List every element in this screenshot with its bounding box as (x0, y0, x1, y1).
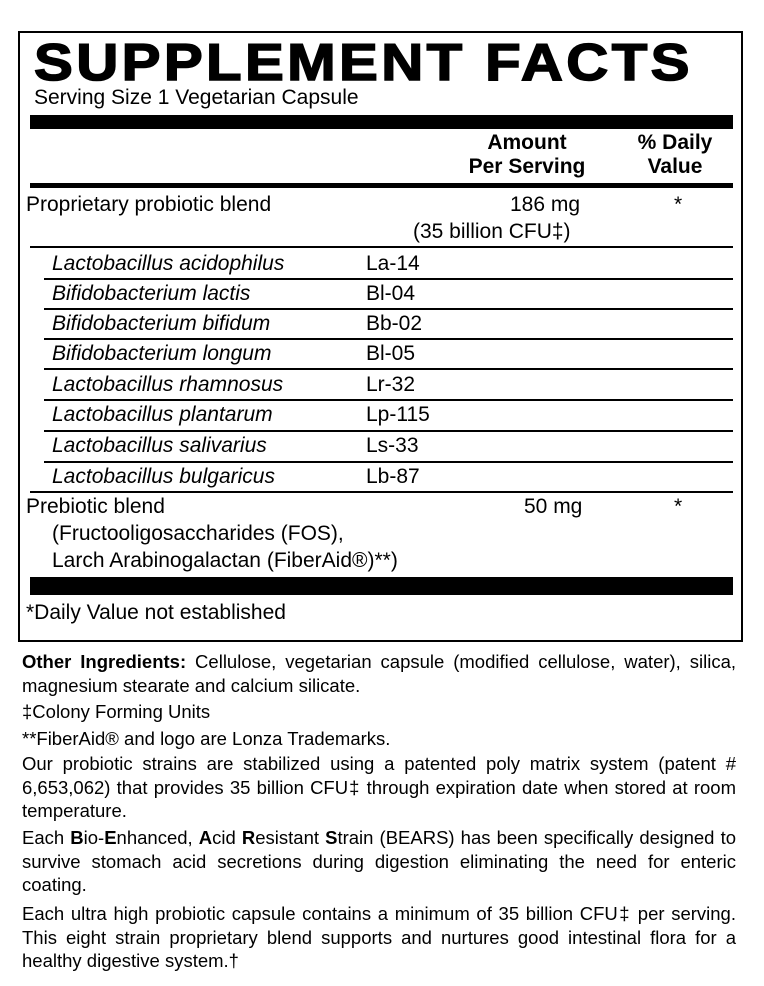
prebiotic-blend-fos: (Fructooligosaccharides (FOS), (52, 522, 344, 545)
trademark-note: **FiberAid® and logo are Lonza Trademarks. (22, 728, 391, 749)
bears-text: train (BEARS) has been specifically designed to survive stomach acid secretions during digestion eliminating the need for enteric coating. (22, 827, 736, 895)
row-divider (30, 491, 733, 493)
bears-text: cid (212, 827, 242, 848)
header-rule (30, 183, 733, 188)
row-divider (44, 338, 733, 340)
strain-code: Bl-04 (366, 282, 416, 305)
strain-name: Bifidobacterium lactis (52, 282, 251, 305)
strain-code: Bl-05 (366, 342, 416, 365)
strain-code: Lp-115 (366, 403, 430, 426)
other-ingredients (22, 650, 736, 697)
strain-name: Lactobacillus salivarius (52, 434, 267, 457)
proprietary-blend-dv: * (674, 193, 683, 216)
bears-initial: R (241, 827, 256, 848)
strain-name: Lactobacillus bulgaricus (52, 465, 275, 488)
proprietary-blend-cfu: (35 billion CFU‡) (413, 220, 571, 243)
row-divider (30, 246, 733, 248)
row-divider (44, 368, 733, 370)
bears-text: nhanced, (116, 827, 199, 848)
ultra-high-paragraph: Each ultra high probiotic capsule contains a minimum of 35 billion CFU‡ per serving. This eight strain proprietary blend supports and nurtures good intestinal flora for a healthy digestive system.† (22, 903, 736, 971)
bears-text: io- (83, 827, 105, 848)
strain-code: Bb-02 (366, 312, 423, 335)
row-divider (44, 430, 733, 432)
bears-initial: S (325, 827, 338, 848)
prebiotic-blend-amount: 50 mg (524, 495, 583, 518)
prebiotic-blend-larch: Larch Arabinogalactan (FiberAid®)**) (52, 549, 398, 572)
daily-value-footnote: *Daily Value not established (26, 601, 286, 624)
strain-code: Ls-33 (366, 434, 419, 457)
daily-value-header: % Daily Value (637, 131, 713, 178)
prebiotic-blend-name: Prebiotic blend (26, 495, 165, 518)
strain-name: Bifidobacterium bifidum (52, 312, 271, 335)
cfu-note: ‡Colony Forming Units (22, 701, 211, 722)
prebiotic-blend-dv: * (674, 495, 683, 518)
row-divider (44, 308, 733, 310)
bears-initial: A (198, 827, 213, 848)
serving-size: Serving Size 1 Vegetarian Capsule (34, 86, 359, 109)
proprietary-blend-name: Proprietary probiotic blend (26, 193, 272, 216)
strain-name: Lactobacillus plantarum (52, 403, 273, 426)
strain-code: La-14 (366, 252, 420, 275)
bears-initial: B (70, 827, 84, 848)
amount-header: Amount Per Serving (468, 131, 586, 178)
strain-name: Lactobacillus rhamnosus (52, 373, 284, 396)
strain-code: Lr-32 (366, 373, 416, 396)
strain-code: Lb-87 (366, 465, 420, 488)
stabilization-paragraph: Our probiotic strains are stabilized using a patented poly matrix system (patent # 6,653,062) that provides 35 billion CFU‡ through expiration date when stored at room temperature. (22, 753, 736, 821)
panel-title: SUPPLEMENT FACTS (34, 34, 693, 92)
bears-text: esistant (255, 827, 326, 848)
top-thick-bar (30, 115, 733, 129)
row-divider (44, 399, 733, 401)
bottom-thick-bar (30, 577, 733, 595)
supplement-facts-panel (18, 31, 743, 642)
row-divider (44, 278, 733, 280)
proprietary-blend-amount: 186 mg (510, 193, 581, 216)
row-divider (44, 461, 733, 463)
strain-name: Bifidobacterium longum (52, 342, 272, 365)
other-ingredients-label: Other Ingredients: (22, 651, 187, 672)
bears-paragraph (22, 826, 736, 897)
bears-initial: E (104, 827, 117, 848)
other-ingredients-text: Cellulose, vegetarian capsule (modified cellulose, water), silica, magnesium stearate and calcium silicate. (22, 651, 736, 696)
bears-text: Each (22, 827, 71, 848)
strain-name: Lactobacillus acidophilus (52, 252, 285, 275)
